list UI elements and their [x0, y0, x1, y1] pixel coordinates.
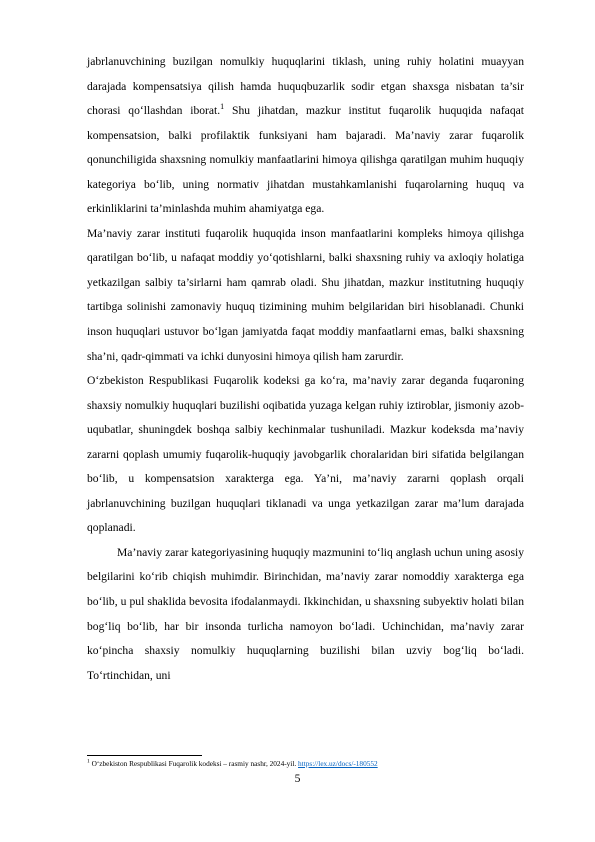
paragraph-4: Ma’naviy zarar kategoriyasining huquqiy mazmunini to‘liq anglash uchun uning asosiy belgilarini ko‘rib chiqish muhimdir. Birinchidan, ma’naviy zarar nomoddiy xarakterga ega bo‘lib, u pul shaklida bevosita ifodalanmaydi. Ikkinchidan, u shaxsning subyektiv holati bilan bog‘liq bo‘lib, har bir insonda turlicha namoyon bo‘ladi. Uchinchidan, ma’naviy zarar ko‘pincha shaxsiy nomulkiy huquqlarning buzilishi bilan uzviy bog‘liq bo‘ladi. To‘rtinchidan, uni: [87, 545, 524, 682]
paragraph-1-text-b: Shu jihatdan, mazkur institut fuqarolik huquqida nafaqat kompensatsion, balki profilaktik funksiyani ham bajaradi. Ma’naviy zarar fuqarolik qonunchiligida shaxsning nomulkiy manfaatlarini himoya qilishga qaratilgan muhim huquqiy kategoriya bo‘lib, uning normativ jihatdan mustahkamlanishi fuqarolarning huquq va erkinliklarini ta’minlashda muhim ahamiyatga ega.: [87, 104, 524, 216]
paragraph-1: [87, 50, 524, 222]
footnote-number: 1: [87, 758, 90, 765]
paragraph-3: O‘zbekiston Respublikasi Fuqarolik kodeksi ga ko‘ra, ma’naviy zarar deganda fuqaroning shaxsiy nomulkiy huquqlari buzilishi oqibatida yuzaga kelgan ruhiy iztiroblar, jismoniy azob-uqubatlar, shuningdek boshqa salbiy kechinmalar tushuniladi. Mazkur kodeksda ma’naviy zararni qoplash umumiy fuqarolik-huquqiy javobgarlik choralaridan biri sifatida belgilangan bo‘lib, u kompensatsion xarakterga ega. Ya’ni, ma’naviy zararni qoplash orqali jabrlanuvchining buzilgan huquqlari tiklanadi va unga yetkazilgan zarar ma’lum darajada qoplanadi.: [87, 374, 524, 535]
footnote-reference[interactable]: 1: [220, 102, 225, 112]
body-text: [87, 50, 524, 688]
paragraph-2: Ma’naviy zarar instituti fuqarolik huquqida inson manfaatlarini kompleks himoya qilishga qaratilgan bo‘lib, u nafaqat moddiy yo‘qotishlarni, balki shaxsning ruhiy va axloqiy holatiga yetkazilgan salbiy ta’sirlarni ham qamrab oladi. Shu jihatdan, mazkur institutning huquqiy tartibga solinishi zamonaviy huquq tizimining muhim belgilaridan biri hisoblanadi. Chunki inson huquqlari ustuvor bo‘lgan jamiyatda faqat moddiy manfaatlarni emas, balki shaxsning sha’ni, qadr-qimmati va ichki dunyosini himoya qilish ham zarurdir.: [87, 226, 524, 363]
footnote: [87, 759, 524, 769]
footnote-text: O‘zbekiston Respublikasi Fuqarolik kodeksi – rasmiy nashr, 2024-yil.: [89, 759, 299, 768]
paragraph-1-text-a: jabrlanuvchining buzilgan nomulkiy huquqlarini tiklash, uning ruhiy holatini muayyan darajada kompensatsiya qilish hamda huquqbuzarlik sodir etgan shaxsga nisbatan ta’sir chorasi qo‘llashdan iborat.: [87, 55, 524, 118]
footnote-separator: [87, 755, 202, 756]
footnote-link[interactable]: https://lex.uz/docs/-180552: [298, 759, 378, 768]
page-number: 5: [294, 772, 301, 785]
